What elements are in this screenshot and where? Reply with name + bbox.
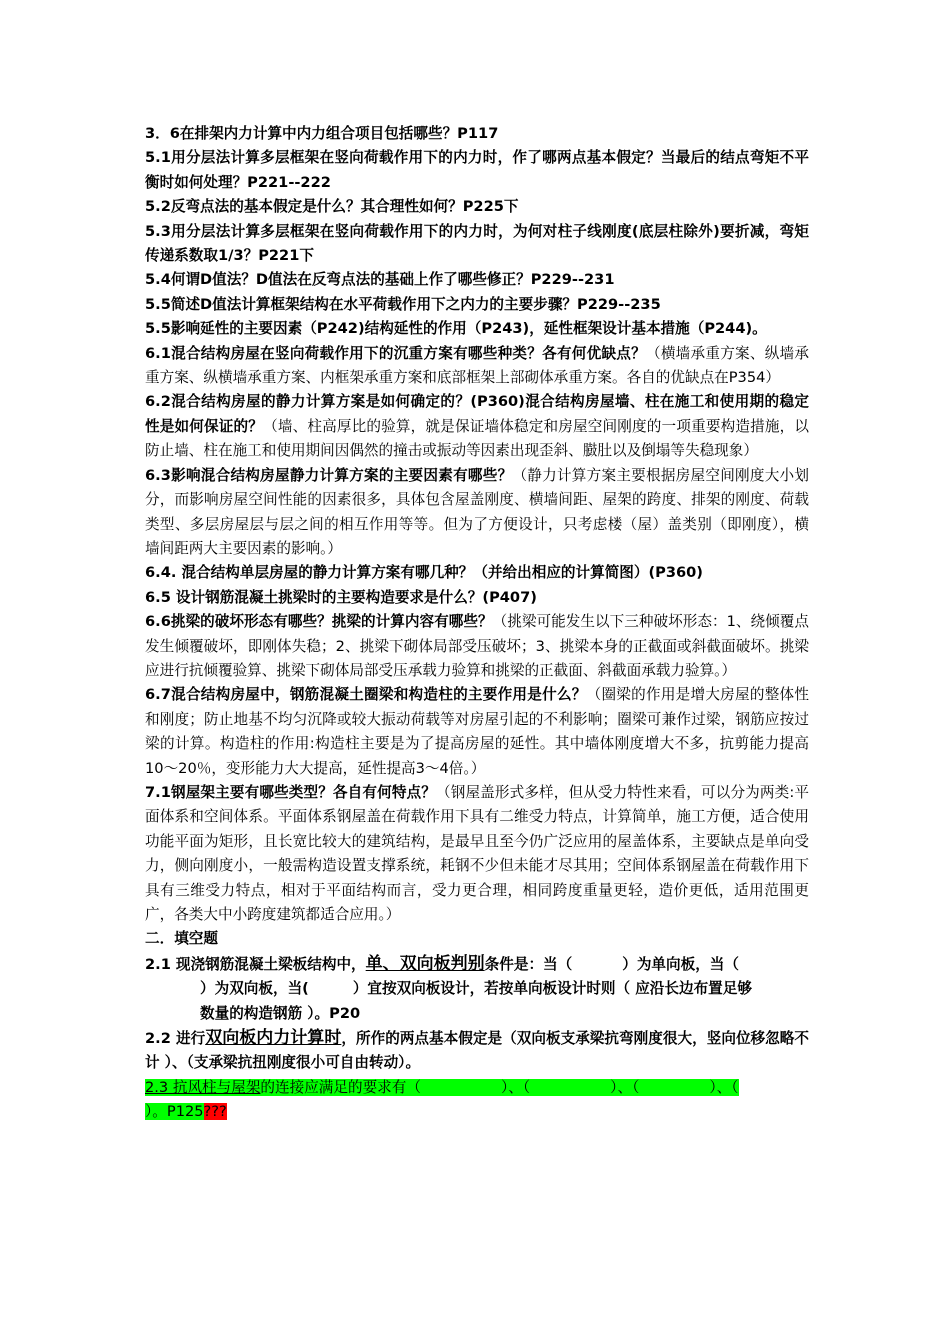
text: ）宜按双向板设计，若按单向板设计时则（ 应沿长边布置足够 [352, 980, 752, 998]
question-text: 6.6挑梁的破坏形态有哪些？挑梁的计算内容有哪些？ [145, 613, 493, 631]
text: ，所作的两点基本假定是（双向板支承梁抗弯刚度很大，竖向位移忽略不计 ）、（支承梁抗扭刚度很小可自由转动）。 [145, 1030, 809, 1072]
question-text: 6.1混合结构房屋在竖向荷载作用下的沉重方案有哪些种类？各有何优缺点？ [145, 344, 646, 362]
emphasis-text: 双向板内力计算时 [205, 1028, 342, 1049]
fill-2-3 [145, 1076, 809, 1125]
question-5-1: 5.1用分层法计算多层框架在竖向荷载作用下的内力时，作了哪两点基本假定？当最后的结点弯矩不平衡时如何处理？P221--222 [145, 149, 809, 191]
question-7-1 [145, 781, 809, 927]
question-5-4: 5.4何谓D值法？D值法在反弯点法的基础上作了哪些修正？P229--231 [145, 271, 615, 289]
question-text: 7.1钢屋架主要有哪些类型？各自有何特点？ [145, 783, 436, 801]
fill-2-2 [145, 1026, 809, 1076]
answer-text: （挑梁可能发生以下三种破坏形态：1、绕倾覆点发生倾覆破坏，即刚体失稳；2、挑梁下砌体局部受压破坏；3、挑梁本身的正截面或斜截面破坏。挑梁应进行抗倾覆验算、挑梁下砌体局部受压承载力验算和挑梁的正截面、斜截面承载力验算。） [145, 613, 809, 679]
answer-text: （墙、柱高厚比的验算，就是保证墙体稳定和房屋空间刚度的一项重要构造措施，以防止墙、柱在施工和使用期间因偶然的撞击或振动等因素出现歪斜、臌肚以及倒塌等失稳现象） [145, 417, 809, 460]
text: ）为双向板，当( [200, 980, 309, 998]
question-6-3 [145, 464, 809, 562]
question-5-3: 5.3用分层法计算多层框架在竖向荷载作用下的内力时，为何对柱子线刚度(底层柱除外)要折减，弯矩传递系数取1/3？P221下 [145, 222, 809, 265]
question-text: 6.2混合结构房屋的静力计算方案是如何确定的？(P360)混合结构房屋墙、柱在施工和使用期的稳定性是如何保证的？ [145, 393, 809, 435]
text: 2.2 进行 [145, 1030, 206, 1048]
text-indented: 数量的构造钢筋 ）。P20 [200, 1004, 361, 1022]
text: ）为单向板，当（ [622, 955, 739, 973]
answer-text: （横墙承重方案、纵墙承重方案、纵横墙承重方案、内框架承重方案和底部框架上部砌体承重方案。各自的优缺点在P354） [145, 344, 809, 387]
question-3-6: 3．6在排架内力计算中内力组合项目包括哪些？P117 [145, 125, 499, 142]
text: 2.1 现浇钢筋混凝土梁板结构中， [145, 955, 366, 973]
red-highlight-mark: ??? [203, 1103, 227, 1121]
question-text: 6.3影响混合结构房屋静力计算方案的主要因素有哪些？ [145, 466, 513, 484]
question-5-2: 5.2反弯点法的基本假定是什么？其合理性如何？P225下 [145, 198, 519, 216]
question-5-5a: 5.5简述D值法计算框架结构在水平荷载作用下之内力的主要步骤？P229--235 [145, 295, 661, 313]
document-page [145, 122, 809, 1125]
question-6-4: 6.4. 混合结构单层房屋的静力计算方案有哪几种？（并给出相应的计算简图）(P360) [145, 564, 703, 582]
question-6-2 [145, 390, 809, 463]
section-heading-fill-in: 二．填空题 [145, 930, 218, 948]
question-5-5b: 5.5影响延性的主要因素（P242)结构延性的作用（P243)，延性框架设计基本措施（P244)。 [145, 320, 767, 338]
answer-text: （圈梁的作用是增大房屋的整体性和刚度；防止地基不均匀沉降或较大振动荷载等对房屋引起的不利影响；圈梁可兼作过梁，钢筋应按过梁的计算。构造柱的作用:构造柱主要是为了提高房屋的延性。其中墙体刚度增大不多，抗剪能力提高10～20％，变形能力大大提高，延性提高3～4倍。） [145, 686, 809, 777]
emphasis-text: 单、双向板判别 [365, 953, 485, 974]
answer-text: （钢屋盖形式多样，但从受力特性来看，可以分为两类:平面体系和空间体系。平面体系钢屋盖在荷载作用下具有二维受力特点，计算简单，施工方便，适合使用功能平面为矩形，且长宽比较大的建筑结构，是最早且至今仍广泛应用的屋盖体系，主要缺点是单向受力，侧向刚度小，一般需构造设置支撑系统，耗钢不少但未能才尽其用；空间体系钢屋盖在荷载作用下具有三维受力特点，相对于平面结构而言，受力更合理，相同跨度重量更轻，造价更低，适用范围更广，各类大中小跨度建筑都适合应用。） [145, 783, 809, 923]
highlighted-text: 2.3 抗风柱与屋架的连接应满足的要求有（ ）、（ ）、（ ）、（ ）。P125 [145, 1078, 739, 1121]
question-6-5: 6.5 设计钢筋混凝土挑梁时的主要构造要求是什么？(P407) [145, 588, 537, 606]
fill-2-1 [145, 952, 809, 1026]
answer-text: （静力计算方案主要根据房屋空间刚度大小划分，而影响房屋空间性能的因素很多，具体包含屋盖刚度、横墙间距、屋架的跨度、排架的刚度、荷载类型、多层房屋层与层之间的相互作用等等。但为了方便设计，只考虑楼（屋）盖类别（即刚度），横墙间距两大主要因素的影响。） [145, 466, 809, 557]
question-6-7 [145, 683, 809, 781]
question-6-6 [145, 610, 809, 683]
question-6-1 [145, 342, 809, 391]
question-text: 6.7混合结构房屋中，钢筋混凝土圈梁和构造柱的主要作用是什么？ [145, 686, 587, 704]
text: 条件是：当（ [484, 955, 573, 973]
